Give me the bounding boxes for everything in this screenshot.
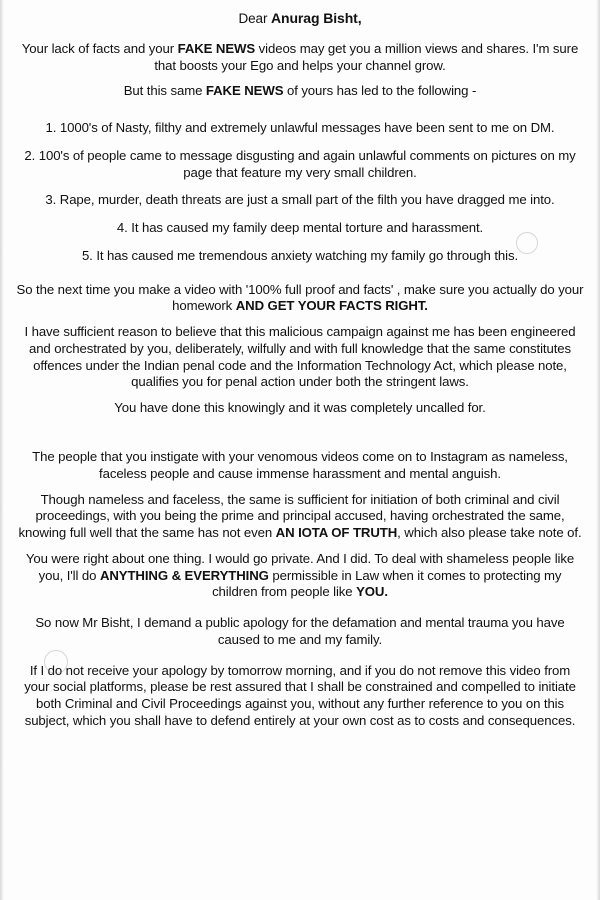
paragraph-demand: [16, 615, 584, 649]
body-text: You were right about one thing. I would go private. And I did. To deal with shameless people like you, I'll do: [25, 550, 575, 583]
emphasis-text: ANYTHING & EVERYTHING: [99, 567, 269, 583]
page-right-edge-shadow: [596, 0, 600, 900]
body-text: , which also please take note of.: [397, 525, 582, 541]
emphasis-text: FAKE NEWS: [205, 83, 284, 99]
salutation: [16, 10, 584, 28]
paragraph-proceedings: [16, 492, 584, 542]
body-text: Though nameless and faceless, the same is sufficient for initiation of both criminal and civil proceedings, with you being the prime and principal accused, having orchestrated the same, knowing full well that the same has not even: [18, 491, 565, 541]
paragraph-item-5: [16, 248, 584, 265]
paragraph-item-3: [16, 192, 584, 209]
paragraph-item-4: [16, 220, 584, 237]
circle-watermark-icon: [44, 650, 68, 674]
paragraph-lead-in: [16, 83, 584, 100]
body-text: So now Mr Bisht, I demand a public apology for the defamation and mental trauma you have caused to me and my family.: [35, 615, 565, 647]
paragraph-instigate: [16, 449, 584, 483]
body-text: Your lack of facts and your: [21, 40, 178, 56]
page-bottom-margin: [16, 739, 584, 799]
body-text: I have sufficient reason to believe that this malicious campaign against me has been engineered and orchestrated by you, deliberately, wilfully and with full knowledge that the same constitutes offences under the Indian penal code and the Information Technology Act, which please note, qualifies you for penal action under both the stringent laws.: [24, 324, 576, 390]
circle-watermark-icon: [516, 232, 538, 254]
body-text: The people that you instigate with your venomous videos come on to Instagram as nameless, faceless people and cause immense harassment and mental anguish.: [32, 449, 568, 481]
body-text: But this same: [123, 83, 206, 99]
letter-body: [16, 41, 584, 730]
paragraph-uncalled-for: [16, 400, 584, 417]
salutation-prefix: Dear: [238, 11, 272, 26]
body-text: of yours has led to the following -: [283, 83, 477, 99]
paragraph-item-1: [16, 120, 584, 137]
paragraph-spacer: [16, 431, 584, 449]
page-left-edge-shadow: [0, 0, 4, 900]
paragraph-facts-right: [16, 282, 584, 316]
body-text: You have done this knowingly and it was completely uncalled for.: [114, 400, 486, 416]
paragraph-intro: [16, 41, 584, 75]
body-text: 2. 100's of people came to message disgusting and again unlawful comments on pictures on my page that feature my very small children.: [24, 147, 576, 180]
paragraph-private: [16, 551, 584, 601]
body-text: permissible in Law when it comes to protecting my children from people like: [212, 567, 562, 600]
body-text: videos may get you a million views and shares. I'm sure that boosts your Ego and helps your channel grow.: [154, 40, 579, 73]
emphasis-text: AN IOTA OF TRUTH: [275, 525, 398, 541]
recipient-name: Anurag Bisht,: [271, 10, 362, 26]
body-text: 5. It has caused me tremendous anxiety watching my family go through this.: [81, 247, 519, 263]
body-text: 3. Rape, murder, death threats are just a small part of the filth you have dragged me into.: [45, 192, 555, 208]
body-text: So the next time you make a video with '100% full proof and facts' , make sure you actually do your homework: [16, 281, 584, 314]
emphasis-text: FAKE NEWS: [177, 40, 256, 56]
paragraph-ultimatum: [16, 663, 584, 730]
paragraph-item-2: [16, 148, 584, 182]
body-text: If I do not receive your apology by tomorrow morning, and if you do not remove this video from your social platforms, please be rest assured that I shall be constrained and compelled to initiate both Criminal and Civil Proceedings against you, without any further reference to you on this subject, which you shall have to defend entirely at your own cost as to costs and consequences.: [24, 662, 576, 728]
body-text: 4. It has caused my family deep mental torture and harassment.: [116, 220, 484, 236]
emphasis-text: YOU.: [356, 584, 388, 600]
emphasis-text: AND GET YOUR FACTS RIGHT.: [235, 298, 428, 314]
paragraph-legal-claim: [16, 324, 584, 391]
body-text: 1. 1000's of Nasty, filthy and extremely unlawful messages have been sent to me on DM.: [45, 120, 555, 136]
